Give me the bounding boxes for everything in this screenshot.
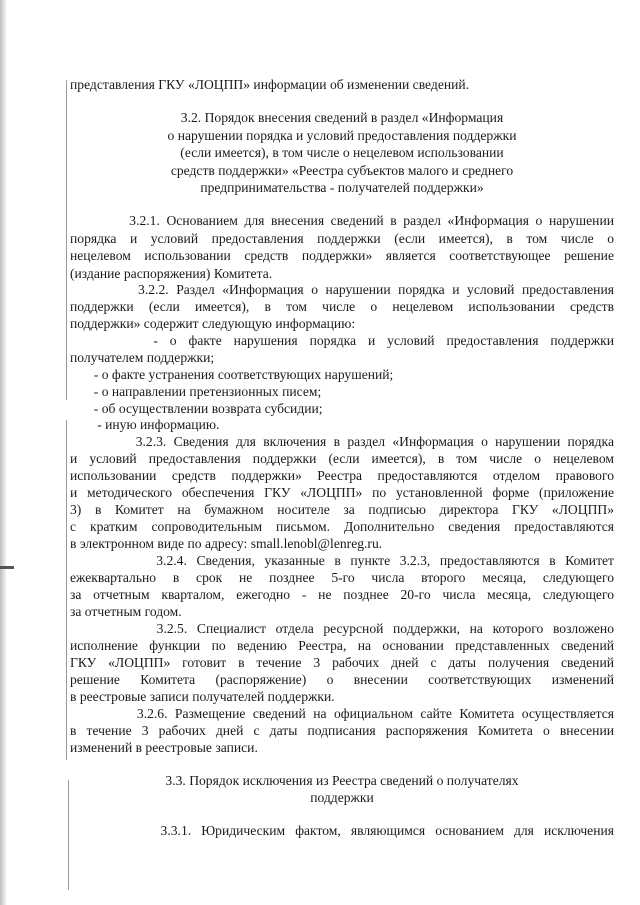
text-line: - о направлении претензионных писем;	[70, 384, 322, 399]
text-line: в электронном виде по адресу: small.lenobl@lenreg.ru.	[70, 536, 383, 551]
text-line: в течение 3 рабочих дней с даты подписания распоряжения Комитета о внесении	[70, 723, 614, 738]
text-line: использовании средств поддержки» Реестра предоставляются отделом правового	[70, 468, 614, 483]
text-line: порядка и условий предоставления поддержки (если имеется), в том числе о	[70, 231, 614, 246]
text-line: 3.2.6. Размещение сведений на официальном сайте Комитета осуществляется	[70, 706, 614, 721]
text-line: 3.2.4. Сведения, указанные в пункте 3.2.3, предоставляются в Комитет	[70, 553, 614, 568]
section-heading-line: 3.3. Порядок исключения из Реестра сведений о получателях	[165, 773, 519, 788]
scan-crop-line	[66, 420, 67, 760]
text-line: ГКУ «ЛОЦПП» готовит в течение 3 рабочих дней с даты получения сведений	[70, 655, 614, 670]
text-line: 3.2.2. Раздел «Информация о нарушении порядка и условий предоставления	[70, 282, 614, 297]
text-line: за отчетным кварталом, ежегодно - не позднее 20-го числа месяца, следующего	[70, 587, 614, 602]
text-line: ежеквартально в срок не позднее 5-го числа второго месяца, следующего	[70, 570, 614, 585]
text-line: и условий предоставления поддержки (если имеется), в том числе о нецелевом	[70, 451, 614, 466]
text-line: - иную информацию.	[70, 417, 220, 432]
section-heading-line: о нарушении порядка и условий предоставления поддержки	[167, 128, 517, 143]
text-line: за отчетным годом.	[70, 604, 182, 619]
section-heading-line: поддержки	[310, 790, 374, 805]
text-line: 3.2.3. Сведения для включения в раздел «Информация о нарушении порядка	[70, 434, 614, 449]
text-line: и методического обеспечения ГКУ «ЛОЦПП» по установленной форме (приложение	[70, 485, 614, 500]
text-line: - об осуществлении возврата субсидии;	[70, 401, 323, 416]
text-line: (издание распоряжения) Комитета.	[70, 266, 273, 281]
scan-margin-mark	[0, 566, 14, 569]
scan-crop-line	[68, 780, 69, 890]
text-line: в реестровые записи получателей поддержки.	[70, 689, 335, 704]
text-line: поддержки (если имеется), в том числе о нецелевом использовании средств	[70, 299, 614, 314]
section-heading-line: (если имеется), в том числе о нецелевом использовании	[180, 145, 504, 160]
text-line: - о факте устранения соответствующих нарушений;	[70, 367, 394, 382]
text-line: решение Комитета (распоряжение) о внесении соответствующих изменений	[70, 672, 614, 687]
text-line: изменений в реестровые записи.	[70, 740, 258, 755]
scan-crop-line	[66, 80, 67, 400]
scan-left-edge-shadow	[0, 0, 6, 905]
text-line: исполнение функции по ведению Реестра, на основании представленных сведений	[70, 638, 614, 653]
text-line: получателем поддержки;	[70, 350, 215, 365]
text-line: поддержки» содержит следующую информацию:	[70, 316, 356, 331]
text-line: представления ГКУ «ЛОЦПП» информации об изменении сведений.	[70, 77, 470, 92]
text-line: 3) в Комитет на бумажном носителе за подписью директора ГКУ «ЛОЦПП»	[70, 502, 614, 517]
text-line: - о факте нарушения порядка и условий предоставления поддержки	[70, 333, 614, 348]
text-line: нецелевом использовании средств поддержки» является соответствующее решение	[70, 248, 614, 263]
section-heading-line: средств поддержки» «Реестра субъектов малого и среднего	[170, 163, 514, 178]
text-line: 3.3.1. Юридическим фактом, являющимся основанием для исключения	[70, 823, 614, 838]
section-heading-line: 3.2. Порядок внесения сведений в раздел «Информация	[180, 110, 504, 125]
section-heading-line: предпринимательства - получателей поддержки»	[200, 180, 484, 195]
text-line: с кратким сопроводительным письмом. Дополнительно сведения предоставляются	[70, 519, 614, 534]
text-line: 3.2.1. Основанием для внесения сведений в раздел «Информация о нарушении	[70, 213, 614, 228]
text-line: 3.2.5. Специалист отдела ресурсной поддержки, на которого возложено	[70, 621, 614, 636]
